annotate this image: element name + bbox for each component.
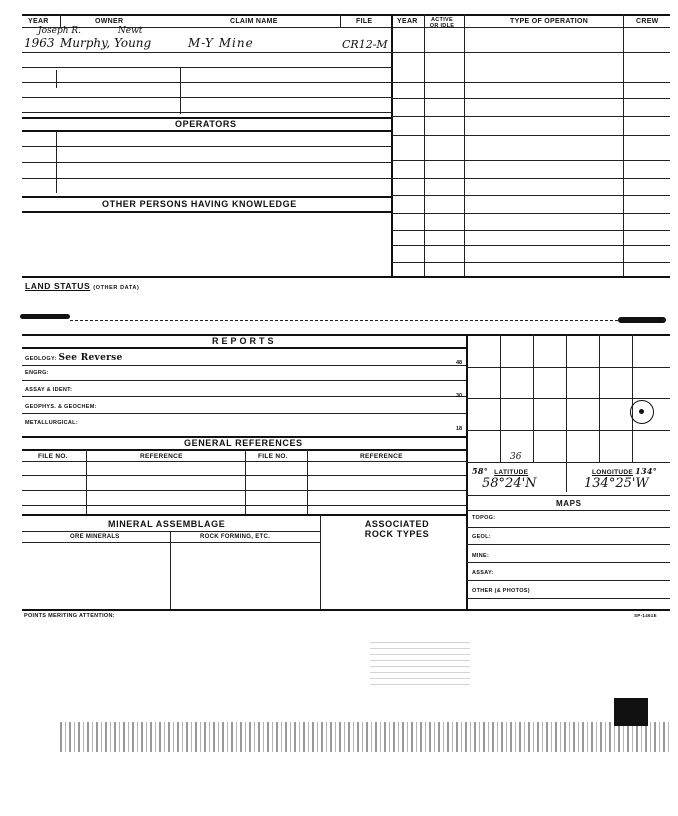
longitude-label: LONGITUDE 134°	[592, 466, 657, 476]
scan-artifact-strip	[60, 722, 670, 752]
header-type-of-operation: TYPE OF OPERATION	[510, 18, 589, 25]
land-status-redaction-bar	[20, 314, 70, 319]
points-meriting-attention: POINTS MERITING ATTENTION:	[24, 613, 115, 619]
maps-assay: ASSAY:	[472, 570, 494, 576]
margin-number-18: 18	[456, 426, 463, 432]
refs-file-no: FILE NO.	[38, 453, 68, 460]
latitude-label: 58° LATITUDE	[472, 466, 529, 476]
header-claim-name: CLAIM NAME	[230, 18, 278, 25]
scan-artifact-speckles	[370, 640, 470, 690]
general-references-heading: GENERAL REFERENCES	[184, 438, 303, 448]
land-status-redaction-bar-right	[618, 317, 666, 323]
associated-rock-types-heading: ASSOCIATED ROCK TYPES	[364, 519, 430, 539]
header-owner: OWNER	[95, 18, 124, 25]
mineral-assemblage-heading: MINERAL ASSEMBLAGE	[108, 519, 226, 529]
reports-heading: REPORTS	[212, 336, 277, 346]
maps-heading: MAPS	[556, 499, 582, 508]
refs-file-no-2: FILE NO.	[258, 453, 288, 460]
maps-geol: GEOL:	[472, 534, 491, 540]
header-year-2: YEAR	[397, 18, 418, 25]
entry-file: CR12-M	[342, 38, 388, 51]
geophys-label: GEOPHYS. & GEOCHEM:	[25, 404, 97, 410]
margin-number-30: 30	[456, 393, 463, 399]
margin-number-48: 48	[456, 360, 463, 366]
latitude-value: 58°24'N	[482, 476, 537, 491]
form-id: SP-1461E	[634, 613, 657, 618]
metallurgical-label: METALLURGICAL:	[25, 420, 78, 426]
entry-year: 1963	[24, 36, 55, 50]
geology-label: GEOLOGY: See Reverse	[25, 353, 123, 363]
refs-reference: REFERENCE	[140, 453, 183, 460]
header-file: FILE	[356, 18, 373, 25]
geology-value: See Reverse	[58, 353, 123, 363]
entry-owner: Murphy, Young	[60, 36, 152, 50]
maps-topog: TOPOG:	[472, 515, 496, 521]
maps-mine: MINE:	[472, 553, 490, 559]
engrg-label: ENGRG:	[25, 370, 49, 376]
owner-first-names: Joseph R. Newt	[38, 26, 143, 36]
scan-artifact-block	[614, 698, 648, 726]
header-active-idle: ACTIVE OR IDLE	[429, 17, 455, 29]
longitude-value: 134°25'W	[584, 476, 649, 491]
entry-claim-name: M-Y Mine	[188, 36, 254, 50]
ore-minerals-label: ORE MINERALS	[70, 534, 120, 540]
operators-heading: OPERATORS	[175, 119, 237, 129]
assay-ident-label: ASSAY & IDENT:	[25, 387, 73, 393]
other-persons-heading: OTHER PERSONS HAVING KNOWLEDGE	[102, 199, 297, 209]
rock-forming-label: ROCK FORMING, ETC.	[200, 534, 271, 540]
maps-other-photos: OTHER (& PHOTOS)	[472, 588, 530, 594]
grid-note: 36	[510, 452, 522, 462]
location-marker-icon	[630, 400, 654, 424]
land-status-heading: LAND STATUS (OTHER DATA)	[25, 281, 140, 291]
header-year: YEAR	[28, 18, 49, 25]
refs-reference-2: REFERENCE	[360, 453, 403, 460]
header-crew: CREW	[636, 18, 659, 25]
